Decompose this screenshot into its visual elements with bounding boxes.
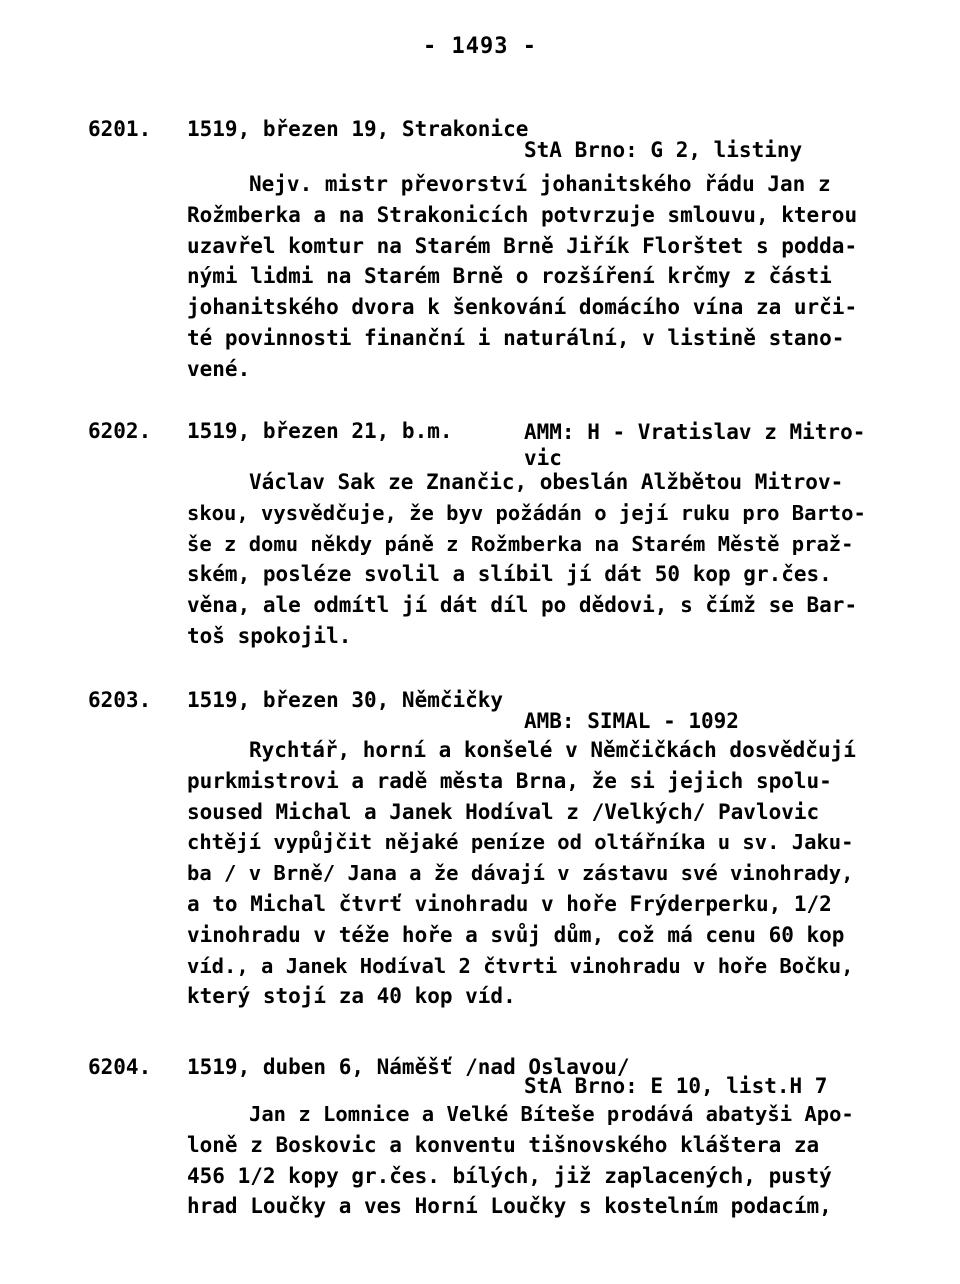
entry-number: 6203. (88, 688, 152, 712)
text-line: a to Michal čtvrť vinohradu v hoře Frýderperku, 1/2 (187, 891, 832, 916)
text-line: který stojí za 40 kop víd. (187, 984, 516, 1009)
text-line: johanitského dvora k šenkování domácího vína za urči- (187, 295, 858, 320)
text-line: nými lidmi na Starém Brně o rozšíření krčmy z části (187, 264, 832, 289)
entry-date-place: 1519, březen 21, b.m. (187, 419, 453, 443)
entry-text (187, 1099, 867, 1222)
text-line: še z domu někdy páně z Rožmberka na Starém Městě praž- (187, 531, 854, 556)
entry-number: 6204. (88, 1055, 152, 1079)
text-line: hrad Loučky a ves Horní Loučky s kostelním podacím, (187, 1194, 832, 1219)
text-line: té povinnosti finanční i naturální, v listině stano- (187, 325, 845, 350)
text-line: 456 1/2 kopy gr.čes. bílých, již zaplacených, pustý (187, 1163, 832, 1188)
text-line: uzavřel komtur na Starém Brně Jiřík Florštet s podda- (187, 233, 858, 258)
text-line: Rychtář, horní a konšelé v Němčičkách dosvědčují (249, 738, 856, 762)
entry-source: AMB: SIMAL - 1092 (524, 709, 739, 733)
text-line: Rožmberka a na Strakonicích potvrzuje smlouvu, kterou (187, 202, 858, 227)
entry-date-place: 1519, duben 6, Náměšť /nad Oslavou/ (187, 1055, 630, 1079)
text-line: víd., a Janek Hodíval 2 čtvrti vinohradu v hoře Bočku, (187, 953, 854, 978)
text-line: Nejv. mistr převorství johanitského řádu Jan z (249, 172, 831, 196)
text-line: vené. (187, 356, 251, 381)
entry-text (187, 467, 867, 652)
entry-source: StA Brno: G 2, listiny (524, 138, 803, 162)
entry-date-place: 1519, březen 19, Strakonice (187, 117, 529, 141)
entry-source (524, 419, 865, 471)
text-line: skou, vysvědčuje, že byv požádán o její ruku pro Barto- (187, 500, 866, 525)
entry-text (187, 169, 867, 385)
text-line: Jan z Lomnice a Velké Bíteše prodává abatyši Apo- (249, 1102, 854, 1126)
entry-text (187, 735, 867, 1012)
text-line: soused Michal a Janek Hodíval z /Velkých/ Pavlovic (187, 799, 820, 824)
page-number: - 1493 - (423, 34, 537, 59)
entry-number: 6202. (88, 419, 152, 443)
text-line: ském, posléze svolil a slíbil jí dát 50 kop gr.čes. (187, 562, 832, 587)
text-line: loně z Boskovic a konventu tišnovského kláštera za (187, 1132, 820, 1157)
text-line: chtějí vypůjčit nějaké peníze od oltářníka u sv. Jaku- (187, 830, 854, 855)
entry-source-line: AMM: H - Vratislav z Mitro- (524, 420, 866, 444)
text-line: vinohradu v téže hoře a svůj dům, což má cenu 60 kop (187, 922, 845, 947)
entry-source: StA Brno: E 10, list.H 7 (524, 1074, 828, 1098)
text-line: toš spokojil. (187, 623, 352, 648)
text-line: Václav Sak ze Znančic, obeslán Alžbětou Mitrov- (249, 470, 844, 494)
entry-date-place: 1519, březen 30, Němčičky (187, 688, 504, 712)
entry-source-line: vic (524, 446, 562, 470)
entry-number: 6201. (88, 117, 152, 141)
text-line: ba / v Brně/ Jana a že dávají v zástavu své vinohrady, (187, 861, 854, 886)
text-line: věna, ale odmítl jí dát díl po dědovi, s čímž se Bar- (187, 593, 858, 618)
text-line: purkmistrovi a radě města Brna, že si jejich spolu- (187, 768, 832, 793)
